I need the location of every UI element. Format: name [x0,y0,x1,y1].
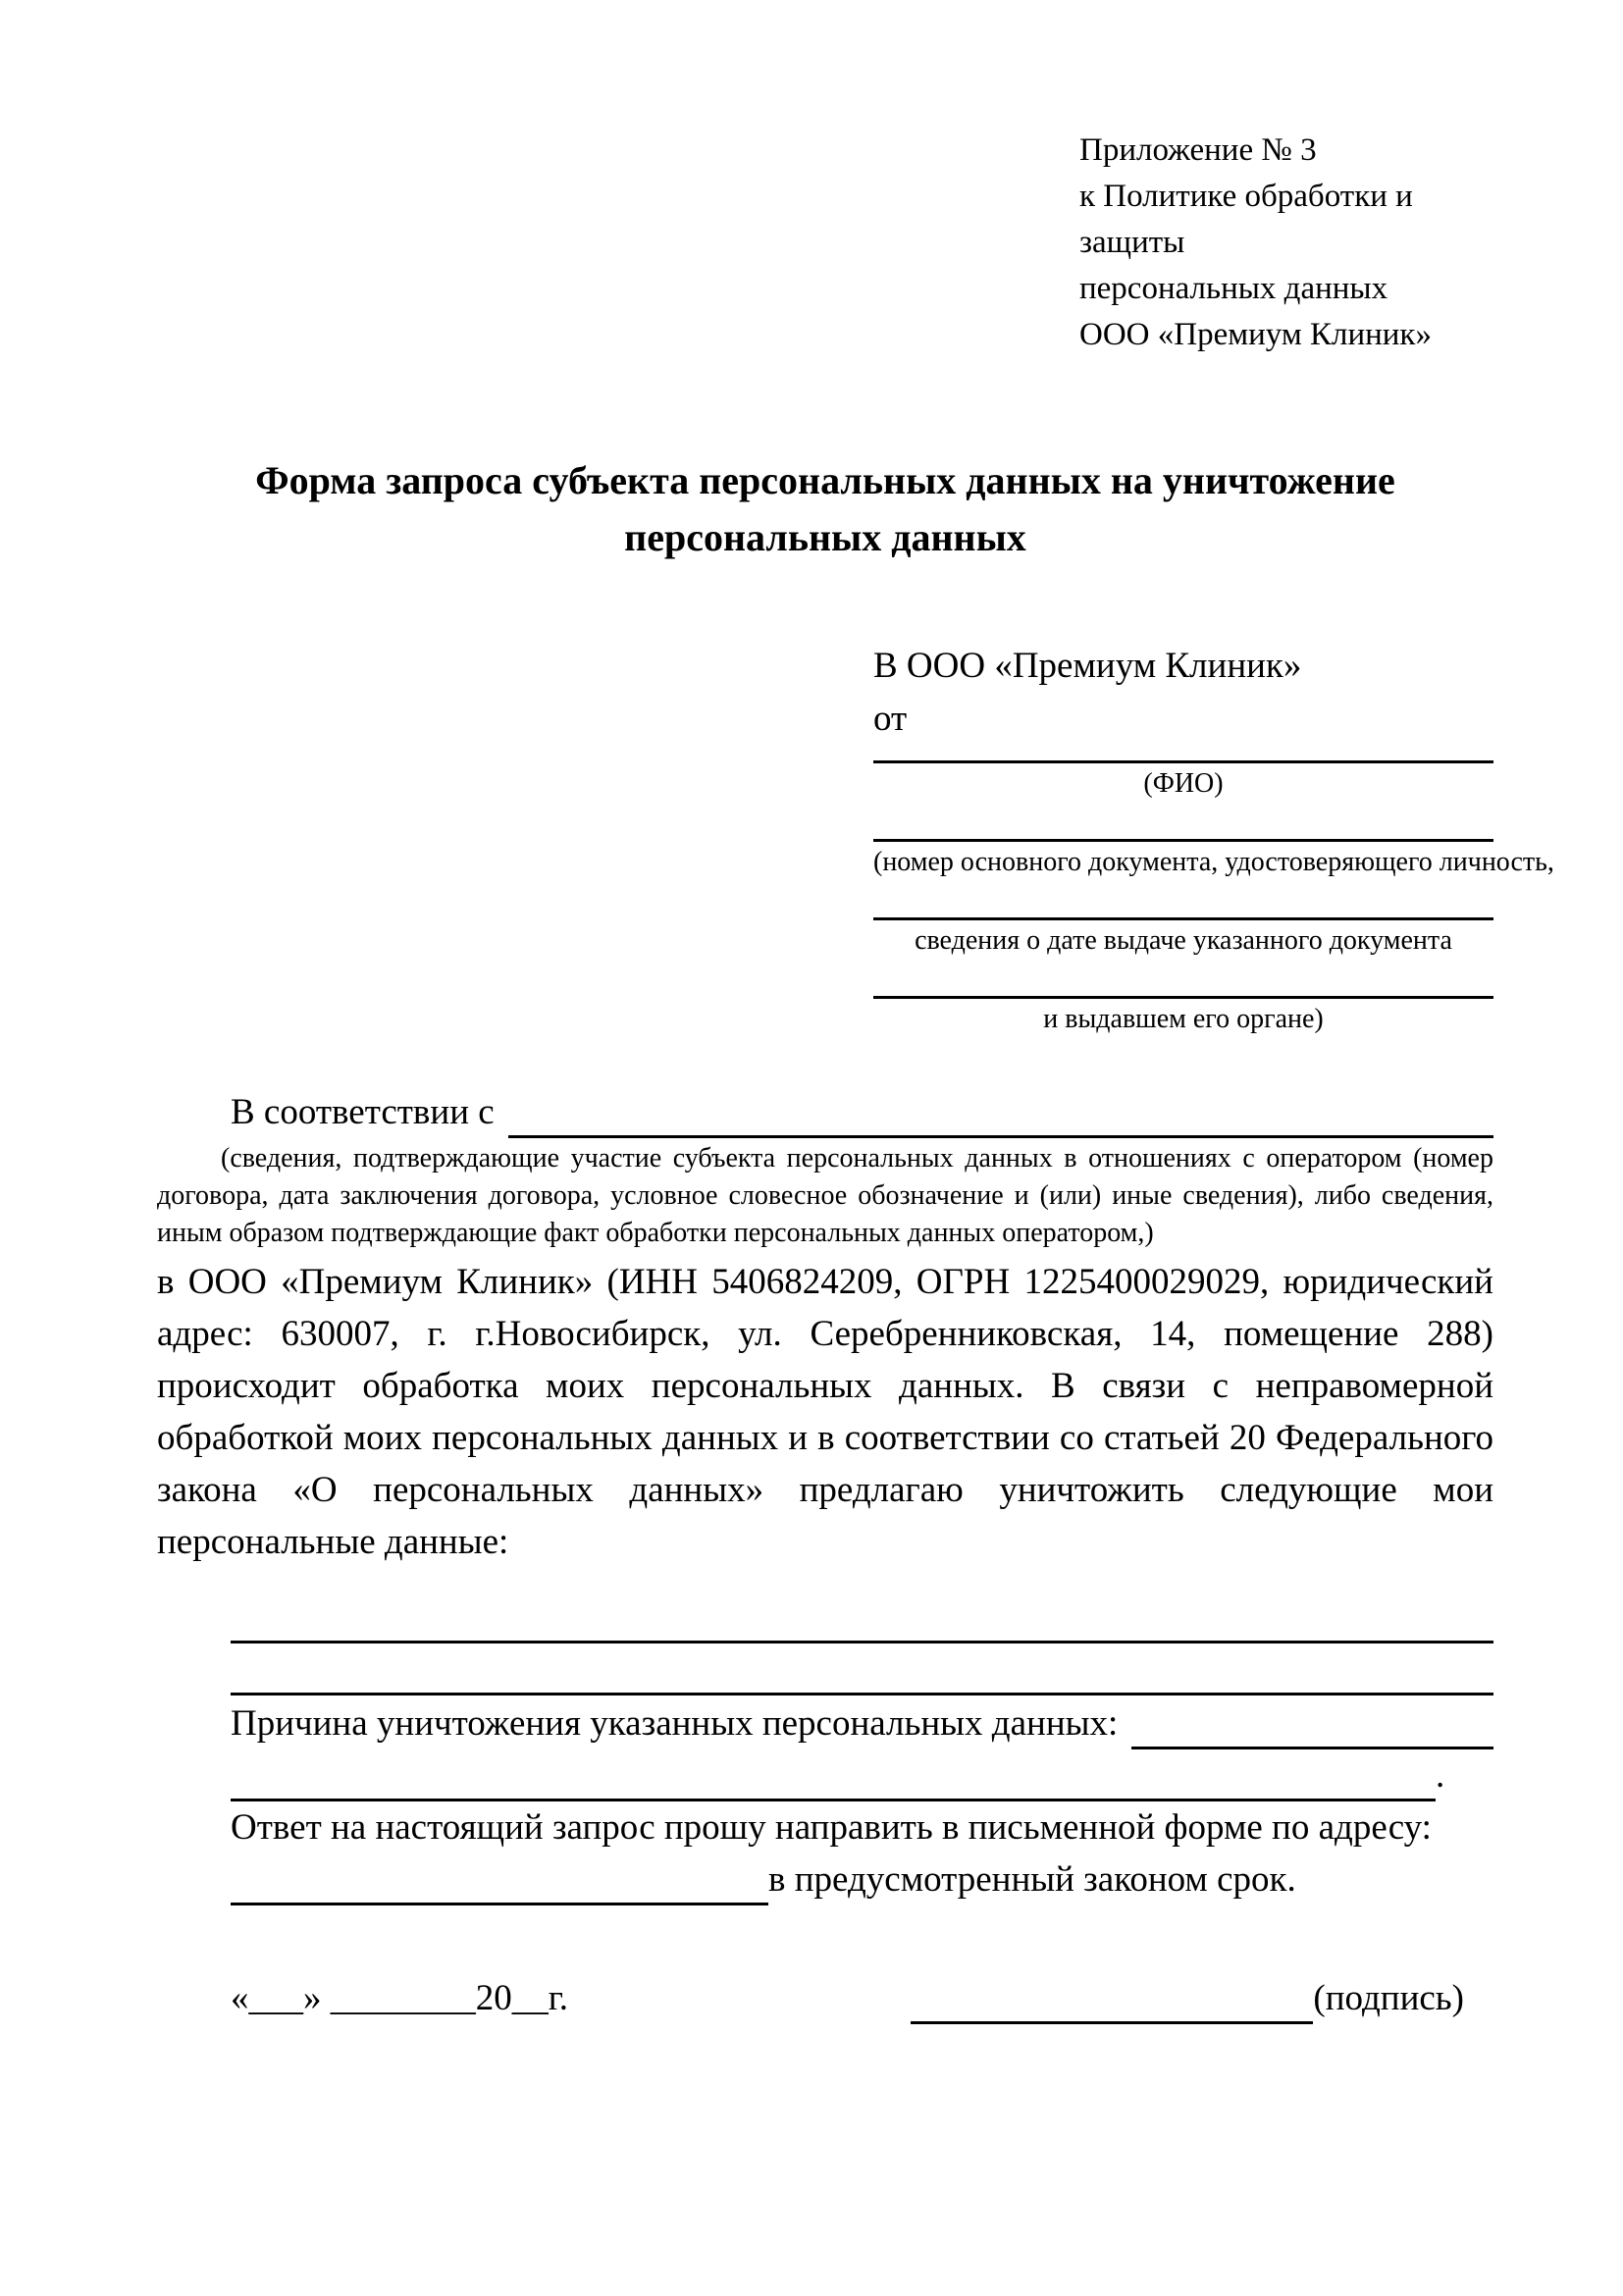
date-blank-text: «___» ________20__г. [231,1978,569,2018]
response-address-row [157,1853,1493,1905]
signature-group [911,1972,1464,2024]
fio-caption: (ФИО) [1143,768,1224,799]
addressee-from-label: от [873,699,908,739]
personal-data-write-line-2 [231,1644,1493,1696]
document-issuer-write-line [873,957,1493,999]
document-body [157,1086,1493,2024]
appendix-header-line: к Политике обработки и защиты [1079,179,1413,260]
addressee-to: В ООО «Премиум Клиник» [873,646,1302,686]
accordance-label: В соответствии с [231,1092,495,1132]
reason-continuation-write-line [231,1769,1436,1801]
accordance-footnote: (сведения, подтверждающие участие субъекта персональных данных в отношениях с оператором (номер договора, дата заключения договора, условное словесное обозначение и (или) иные сведения), либо сведения, иным образом подтверждающие факт обработки персональных данных оператором,) [157,1143,1493,1248]
reason-continuation-row [157,1749,1493,1801]
document-issuer-caption: и выдавшем его органе) [1043,1004,1324,1034]
main-paragraph: в ООО «Премиум Клиник» (ИНН 5406824209, ОГРН 1225400029029, юридический адрес: 630007, г. г.Новосибирск, ул. Серебренниковская, 14, помещение 288) происходит обработка моих персональных данных. В связи с неправомерной обработкой моих персональных данных и в соответствии со статьей 20 Федерального закона «О персональных данных» предлагаю уничтожить следующие мои персональные данные: [157,1262,1493,1562]
fio-write-line [873,743,1493,763]
document-number-caption: (номер основного документа, удостоверяющего личность, [873,847,1554,877]
document-title: Форма запроса субъекта персональных данных на уничтожение персональных данных [255,458,1395,559]
response-term-text: в предусмотренный законом срок. [768,1859,1296,1900]
reason-write-line [1131,1703,1493,1749]
document-number-write-line [873,800,1493,842]
fio-field [873,743,1493,800]
response-address-write-line [231,1859,768,1905]
reason-row [157,1697,1493,1749]
accordance-write-line [508,1092,1493,1138]
response-request-paragraph: Ответ на настоящий запрос прошу направить в письменной форме по адресу: [231,1807,1432,1848]
document-issue-date-caption: сведения о дате выдаче указанного документа [915,925,1452,956]
accordance-row [157,1086,1493,1138]
signature-write-line [911,1978,1313,2024]
appendix-header-line: ООО «Премиум Клиник» [1079,317,1432,352]
date-signature-row [157,1972,1493,2024]
document-number-field [873,800,1554,878]
personal-data-write-line-1 [231,1592,1493,1644]
addressee-block [873,643,1554,1035]
signature-caption: (подпись) [1313,1978,1464,2018]
reason-period: . [1436,1755,1445,1796]
document-issue-date-field [873,878,1493,957]
reason-label: Причина уничтожения указанных персональных данных: [231,1703,1119,1744]
appendix-header-block [1079,128,1493,358]
appendix-header-line: персональных данных [1079,271,1388,306]
appendix-header-line: Приложение № 3 [1079,132,1317,168]
document-issue-date-write-line [873,878,1493,920]
document-issuer-field [873,957,1493,1035]
